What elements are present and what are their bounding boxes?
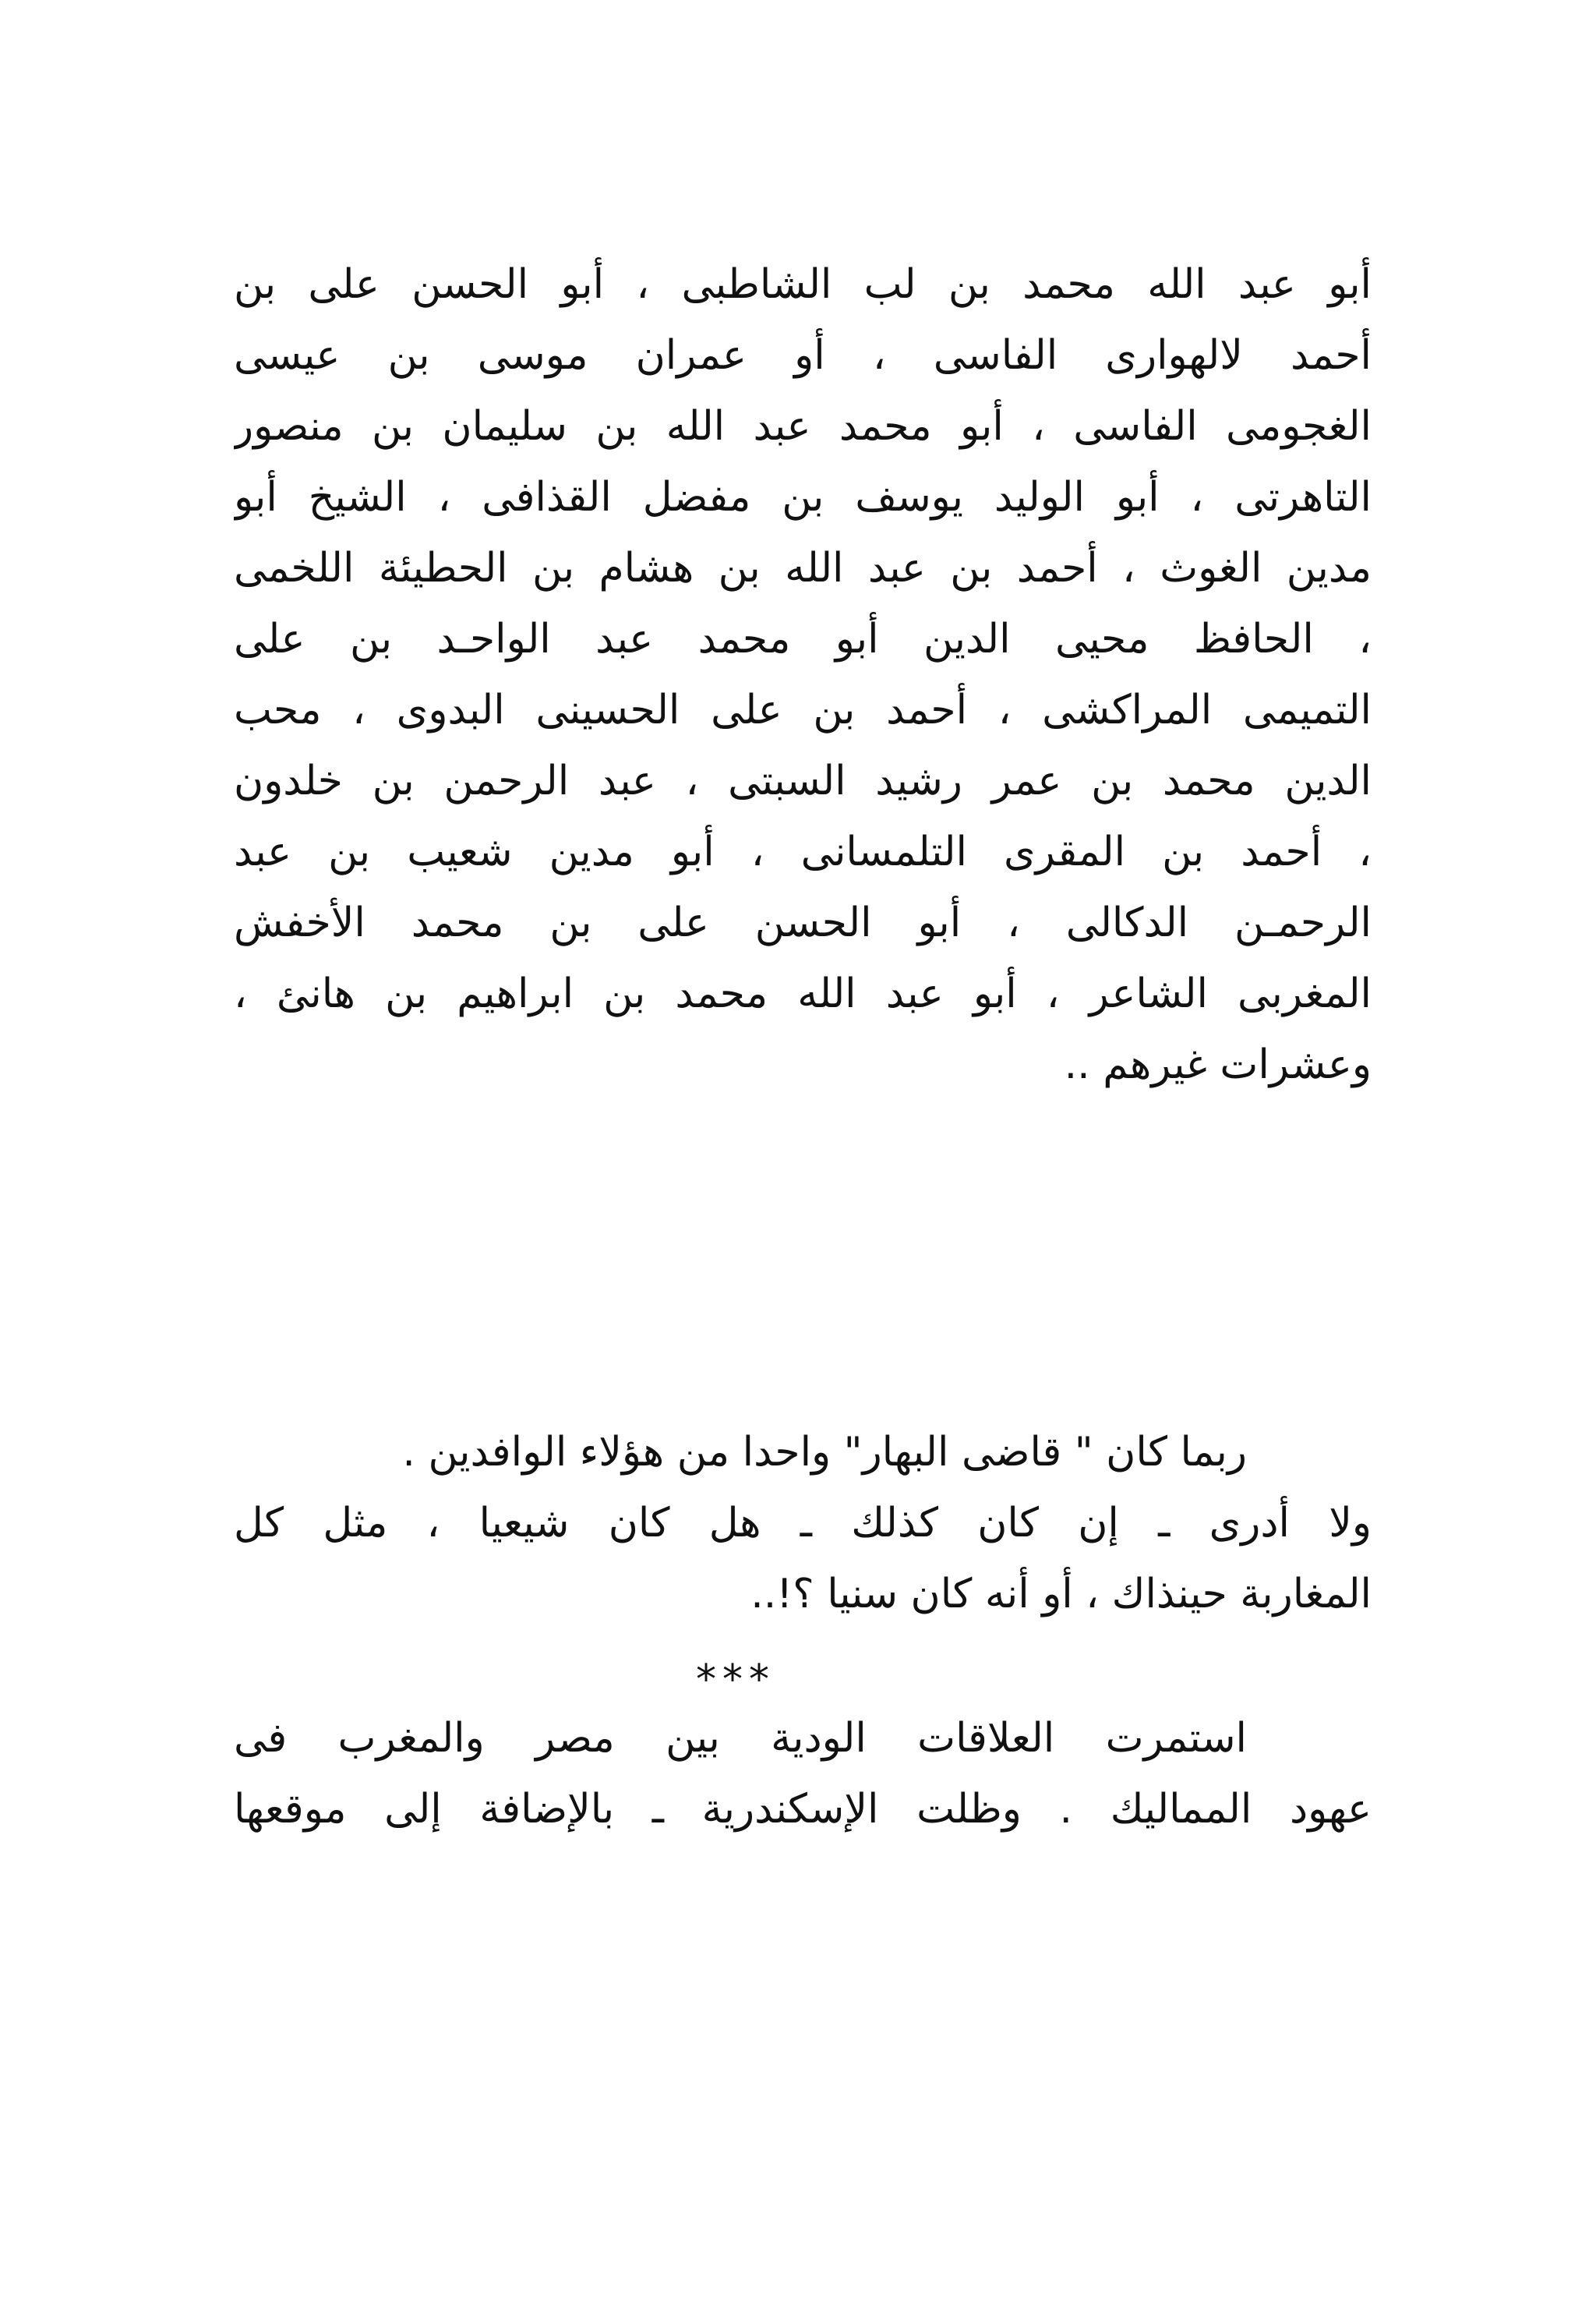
text-line: المغربى الشاعر ، أبو عبد الله محمد بن ابراهيم بن هانئ ، (234, 970, 1372, 1017)
text-line: التميمى المراكشى ، أحمد بن على الحسينى البدوى ، محب (234, 687, 1372, 734)
text-line: التاهرتى ، أبو الوليد يوسف بن مفضل القذافى ، الشيخ أبو (234, 474, 1372, 521)
text-line: ، الحافظ محيى الدين أبو محمد عبد الواحـد بن على (234, 616, 1372, 663)
text-line: وعشرات غيرهم .. (1064, 1041, 1372, 1088)
text-line: المغاربة حينذاك ، أو أنه كان سنيا ؟!.. (750, 1571, 1372, 1617)
paragraph-names-list (234, 249, 1372, 1101)
text-line: أبو عبد الله محمد بن لب الشاطبى ، أبو الحسن على بن (234, 261, 1372, 308)
text-line: الدين محمد بن عمر رشيد السبتى ، عبد الرحمن بن خلدون (234, 758, 1372, 804)
paragraph-relations (234, 1703, 1372, 1845)
text-line: ، أحمد بن المقرى التلمسانى ، أبو مدين شعيب بن عبد (234, 829, 1372, 875)
paragraph-qadi-question (234, 1417, 1372, 1630)
text-line: مدين الغوث ، أحمد بن عبد الله بن هشام بن الحطيئة اللخمى (234, 545, 1372, 592)
text-line: استمرت العلاقات الودية بين مصر والمغرب فى (234, 1715, 1247, 1762)
section-separator (0, 1656, 1596, 1703)
text-line: الرحمـن الدكالى ، أبو الحسن على بن محمد الأخفش (234, 900, 1372, 946)
text-line: الغجومى الفاسى ، أبو محمد عبد الله بن سليمان بن منصور (234, 403, 1372, 450)
text-line: أحمد لالهوارى الفاسى ، أو عمران موسى بن عيسى (234, 332, 1372, 379)
asterisk-separator: *** (696, 1656, 775, 1703)
text-line: ولا أدرى ـ إن كان كذلك ـ هل كان شيعيا ، مثل كل (234, 1500, 1372, 1547)
text-line: عهود المماليك . وظلت الإسكندرية ـ بالإضافة إلى موقعها (234, 1786, 1372, 1833)
text-line: ربما كان " قاضى البهار" واحدا من هؤلاء الوافدين . (402, 1429, 1247, 1476)
